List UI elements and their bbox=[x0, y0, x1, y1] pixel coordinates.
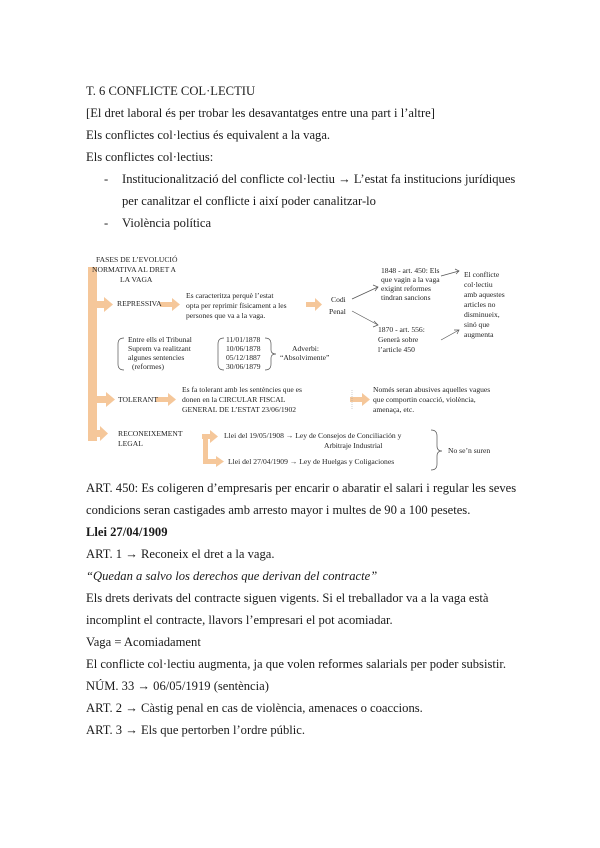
tribunal-line-4: (reformes) bbox=[132, 362, 165, 371]
tribunal-line-2: Suprem va realitzant bbox=[128, 344, 191, 353]
arrowhead-repressiva bbox=[104, 297, 113, 312]
art556-line-2: Generà sobre bbox=[378, 335, 419, 344]
line-codi-to-1870 bbox=[352, 311, 378, 325]
phase-reconeixement-line-1: RECONEIXEMENT bbox=[118, 429, 183, 438]
bullet-item-2: Violència política bbox=[122, 216, 212, 230]
vaga-line: Vaga = Acomiadament bbox=[86, 635, 201, 649]
right-note-line-7: augmenta bbox=[464, 330, 494, 339]
arrow-repressiva-desc bbox=[160, 298, 180, 311]
intro-note: [El dret laboral és per trobar les desavantatges entre una part i l’altre] bbox=[86, 106, 435, 120]
art2-line: ART. 2 → Càstig penal en cas de violència, amenaces o coaccions. bbox=[86, 701, 423, 715]
llei-1908-line-1: Llei del 19/05/1908 → Ley de Consejos de Conciliación y bbox=[224, 431, 402, 440]
llei-1908-line-2: Arbitraje Industrial bbox=[324, 441, 383, 450]
bullet-item-1-line-2: per canalitzar el conflicte i així poder canalitzar-lo bbox=[122, 194, 376, 208]
page-title: T. 6 CONFLICTE COL·LECTIU bbox=[86, 84, 256, 98]
right-note-line-3: amb aquestes bbox=[464, 290, 505, 299]
trunk-bar bbox=[88, 267, 97, 441]
art1-line: ART. 1 → Reconeix el dret a la vaga. bbox=[86, 547, 275, 561]
right-note-line-2: col·lectiu bbox=[464, 280, 493, 289]
bullet-item-1-line-1: Institucionalització del conflicte col·lectiu → L’estat fa institucions jurídiques bbox=[122, 172, 516, 186]
art450-line-3: exigint reformes bbox=[381, 284, 431, 293]
line-1870-to-right bbox=[441, 330, 459, 340]
right-note-line-1: El conflicte bbox=[464, 270, 500, 279]
arrowhead-llei-1909 bbox=[216, 456, 224, 467]
art450-paragraph-line-1: ART. 450: Es coligeren d’empresaris per encarir o abaratir el salari i regular les seves bbox=[86, 481, 517, 495]
adverbi-line-1: Adverbi: bbox=[292, 344, 319, 353]
num33-line: NÚM. 33 → 06/05/1919 (sentència) bbox=[86, 679, 269, 693]
branch-llei-1909-horizontal bbox=[203, 459, 217, 464]
arrow-desc-codi bbox=[306, 298, 322, 311]
diagram-title-line-3: LA VAGA bbox=[120, 275, 153, 284]
tolerant-right-line-2: que comportin coacció, violència, bbox=[373, 395, 476, 404]
tribunal-line-1: Entre ells el Tribunal bbox=[128, 335, 192, 344]
tolerant-right-line-3: amenaça, etc. bbox=[373, 405, 415, 414]
right-note-line-6: sinó que bbox=[464, 320, 490, 329]
line-codi-to-1848 bbox=[352, 287, 378, 299]
tribunal-line-3: algunes sentencies bbox=[128, 353, 185, 362]
drets-line-1: Els drets derivats del contracte siguen vigents. Si el treballador va a la vaga està bbox=[86, 591, 489, 605]
bracket-llei-right bbox=[431, 430, 442, 470]
bracket-dates-right bbox=[265, 338, 276, 370]
adverbi-line-2: “Absolvimente” bbox=[280, 353, 330, 362]
art556-line-1: 1870 - art. 556: bbox=[378, 325, 425, 334]
art450-line-1: 1848 - art. 450: Els bbox=[381, 266, 440, 275]
date-2: 10/06/1878 bbox=[226, 344, 261, 353]
branch-reconeixement bbox=[88, 430, 100, 437]
arrow-tolerant-right bbox=[350, 393, 370, 406]
llei-1909: Llei del 27/04/1909 → Ley de Huelgas y Coligaciones bbox=[228, 457, 395, 466]
tolerant-desc-line-2: donen en la CIRCULAR FISCAL bbox=[182, 395, 286, 404]
right-note-line-5: disminueix, bbox=[464, 310, 500, 319]
codi-penal-line-2: Penal bbox=[329, 307, 346, 316]
tolerant-desc-line-3: GENERAL DE L’ESTAT 23/06/1902 bbox=[182, 405, 297, 414]
art450-line-2: que vagin a la vaga bbox=[381, 275, 440, 284]
date-1: 11/01/1878 bbox=[226, 335, 261, 344]
bracket-tribunal-left bbox=[118, 338, 124, 370]
right-note-line-4: articles no bbox=[464, 300, 496, 309]
art450-line-4: tindran sancions bbox=[381, 293, 431, 302]
repressiva-desc-line-3: persones que va a la vaga. bbox=[186, 311, 266, 320]
tolerant-right-line-1: Només seran abusives aquelles vagues bbox=[373, 385, 491, 394]
drets-line-2: incomplint el contracte, llavors l’empresari el pot acomiadar. bbox=[86, 613, 393, 627]
tolerant-desc-line-1: Es fa tolerant amb les sentències que es bbox=[182, 385, 302, 394]
branch-tolerant bbox=[88, 396, 106, 403]
phase-repressiva: REPRESSIVA bbox=[117, 299, 162, 308]
conflicte-line: El conflicte col·lectiu augmenta, ja que volen reformes salarials per poder subsistir. bbox=[86, 657, 506, 671]
llei-heading: Llei 27/04/1909 bbox=[86, 525, 168, 539]
codi-penal-line-1: Codi bbox=[331, 295, 346, 304]
list-title: Els conflictes col·lectius: bbox=[86, 150, 214, 164]
phase-reconeixement-line-2: LEGAL bbox=[118, 439, 143, 448]
bullet-dash: - bbox=[104, 172, 109, 186]
repressiva-desc-line-2: opta per reprimir físicament a les bbox=[186, 301, 287, 310]
arrowhead-tolerant bbox=[106, 392, 115, 407]
diagram-title-line-2: NORMATIVA AL DRET A bbox=[92, 265, 177, 274]
bullet-dash: - bbox=[104, 216, 109, 230]
phase-tolerant: TOLERANT bbox=[118, 395, 158, 404]
quote-line: “Quedan a salvo los derechos que derivan del contracte” bbox=[86, 569, 378, 583]
diagram-title-line-1: FASES DE L’EVOLUCIÓ bbox=[96, 255, 178, 264]
art3-line: ART. 3 → Els que pertorben l’ordre públic. bbox=[86, 723, 305, 737]
arrowhead-reconeixement bbox=[100, 426, 108, 441]
arrow-tolerant-desc bbox=[156, 393, 176, 406]
art556-line-3: l’article 450 bbox=[378, 345, 415, 354]
branch-repressiva bbox=[88, 301, 104, 308]
no-suren-note: No se’n suren bbox=[448, 446, 491, 455]
date-4: 30/06/1879 bbox=[226, 362, 261, 371]
bracket-dates-left bbox=[218, 338, 224, 370]
date-3: 05/12/1887 bbox=[226, 353, 261, 362]
repressiva-desc-line-1: Es caracteritza perquè l’estat bbox=[186, 291, 274, 300]
equivalence-text: Els conflictes col·lectius és equivalent a la vaga. bbox=[86, 128, 331, 142]
art450-paragraph-line-2: condicions seran castigades amb arresto mayor i multes de 90 a 100 pesetes. bbox=[86, 503, 471, 517]
